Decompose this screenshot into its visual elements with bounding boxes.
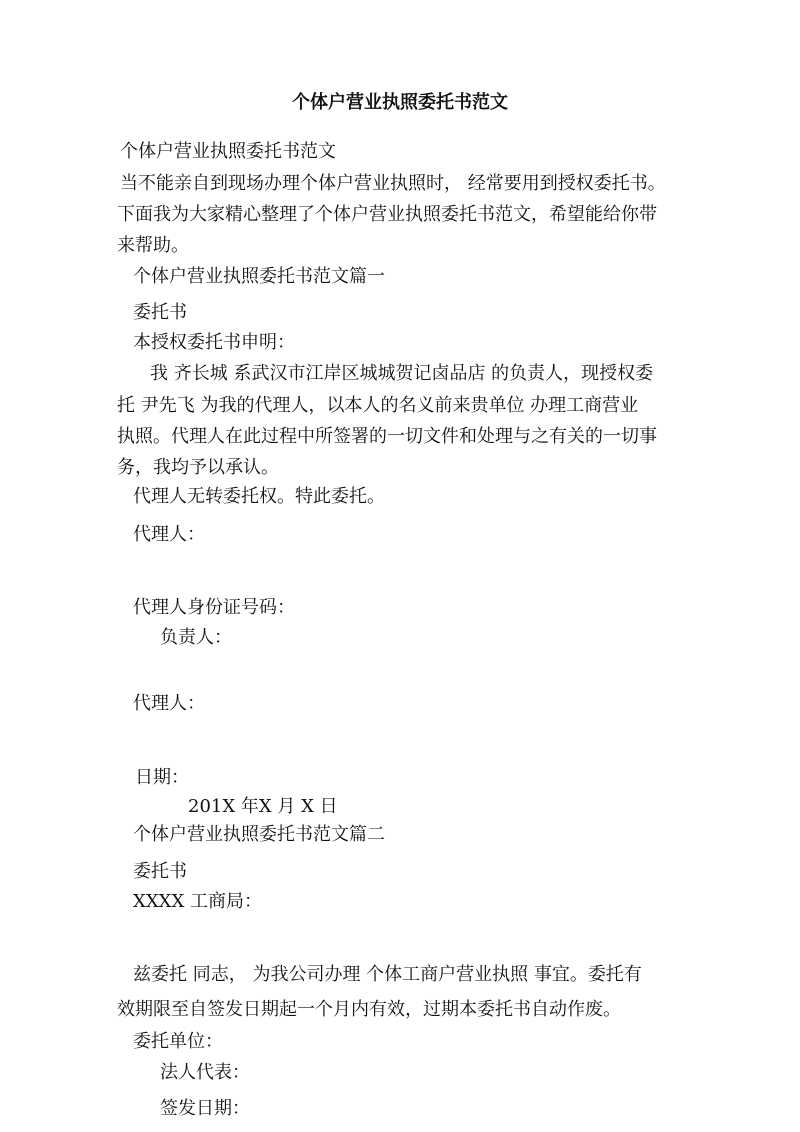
section1-no-transfer: 代理人无转委托权。特此委托。 <box>133 486 385 507</box>
section1-body-line-4: 务，我均予以承认。 <box>117 457 279 478</box>
section2-legal-rep: 法人代表： <box>160 1062 250 1083</box>
section1-label: 委托书 <box>133 302 187 323</box>
section1-agent-2: 代理人： <box>133 693 205 714</box>
section1-declaration: 本授权委托书申明： <box>133 332 295 353</box>
section1-agent: 代理人： <box>133 524 205 545</box>
section2-heading: 个体户营业执照委托书范文篇二 <box>133 824 385 845</box>
section2-label: 委托书 <box>133 861 187 882</box>
section2-unit: 委托单位： <box>133 1031 223 1052</box>
intro-line-2: 下面我为大家精心整理了个体户营业执照委托书范文，希望能给你带 <box>117 204 657 225</box>
section1-body-line-3: 执照。代理人在此过程中所签署的一切文件和处理与之有关的一切事 <box>117 426 657 447</box>
section1-date-value: 201X 年X 月 X 日 <box>188 796 338 817</box>
section2-issue-date: 签发日期： <box>160 1098 250 1119</box>
section1-body-line-2: 托 尹先飞 为我的代理人，以本人的名义前来贵单位 办理工商营业 <box>117 395 639 416</box>
section2-addressee: XXXX 工商局： <box>133 891 262 912</box>
document-title: 个体户营业执照委托书范文 <box>292 92 508 113</box>
section2-body-line-2: 效期限至自签发日期起一个月内有效，过期本委托书自动作废。 <box>117 999 621 1020</box>
section1-body-line-1: 我 齐长城 系武汉市江岸区城城贺记卤品店 的负责人，现授权委 <box>150 363 654 384</box>
section1-agent-id: 代理人身份证号码： <box>133 597 295 618</box>
document-subtitle: 个体户营业执照委托书范文 <box>120 141 336 162</box>
intro-line-1: 当不能亲自到现场办理个体户营业执照时， 经常要用到授权委托书。 <box>120 173 666 194</box>
intro-line-3: 来帮助。 <box>117 235 189 256</box>
section2-body-line-1: 兹委托 同志， 为我公司办理 个体工商户营业执照 事宜。委托有 <box>133 964 642 985</box>
section1-date-label: 日期： <box>135 767 189 788</box>
section1-principal: 负责人： <box>160 627 232 648</box>
section1-heading: 个体户营业执照委托书范文篇一 <box>133 266 385 287</box>
